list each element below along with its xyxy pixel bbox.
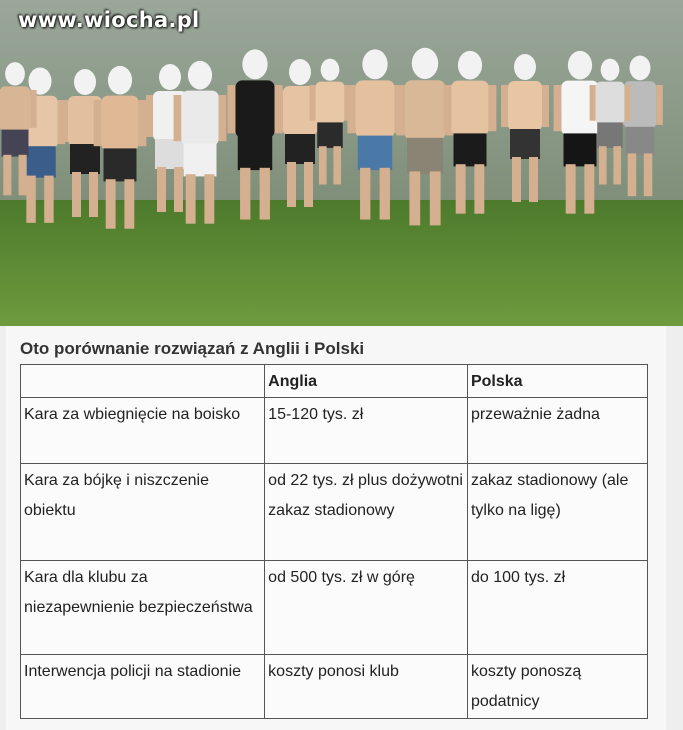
header-cell-empty — [21, 365, 265, 398]
row-label-cell: Kara dla klubu za niezapewnienie bezpieczeństwa — [21, 561, 265, 655]
header-cell-polska: Polska — [467, 365, 647, 398]
anglia-cell: 15-120 tys. zł — [265, 398, 468, 464]
row-label-cell: Kara za wbiegnięcie na boisko — [21, 398, 265, 464]
watermark-logo: www.wiocha.pl — [18, 8, 200, 32]
table-row — [21, 464, 648, 561]
polska-cell: zakaz stadionowy (ale tylko na ligę) — [467, 464, 647, 561]
row-label-cell: Interwencja policji na stadionie — [21, 655, 265, 719]
polska-cell: koszty ponoszą podatnicy — [467, 655, 647, 719]
comparison-table — [20, 364, 648, 719]
row-label-cell: Kara za bójkę i niszczenie obiektu — [21, 464, 265, 561]
crowd-photo-drawing — [0, 0, 683, 326]
table-row — [21, 655, 648, 719]
anglia-cell: koszty ponosi klub — [265, 655, 468, 719]
polska-cell: przeważnie żadna — [467, 398, 647, 464]
table-title: Oto porównanie rozwiązań z Anglii i Polski — [20, 339, 365, 358]
anglia-cell: od 22 tys. zł plus dożywotni zakaz stadionowy — [265, 464, 468, 561]
table-header-row — [21, 365, 648, 398]
crowd-photo — [0, 0, 683, 326]
table-row — [21, 398, 648, 464]
header-cell-anglia: Anglia — [265, 365, 468, 398]
table-row — [21, 561, 648, 655]
polska-cell: do 100 tys. zł — [467, 561, 647, 655]
anglia-cell: od 500 tys. zł w górę — [265, 561, 468, 655]
